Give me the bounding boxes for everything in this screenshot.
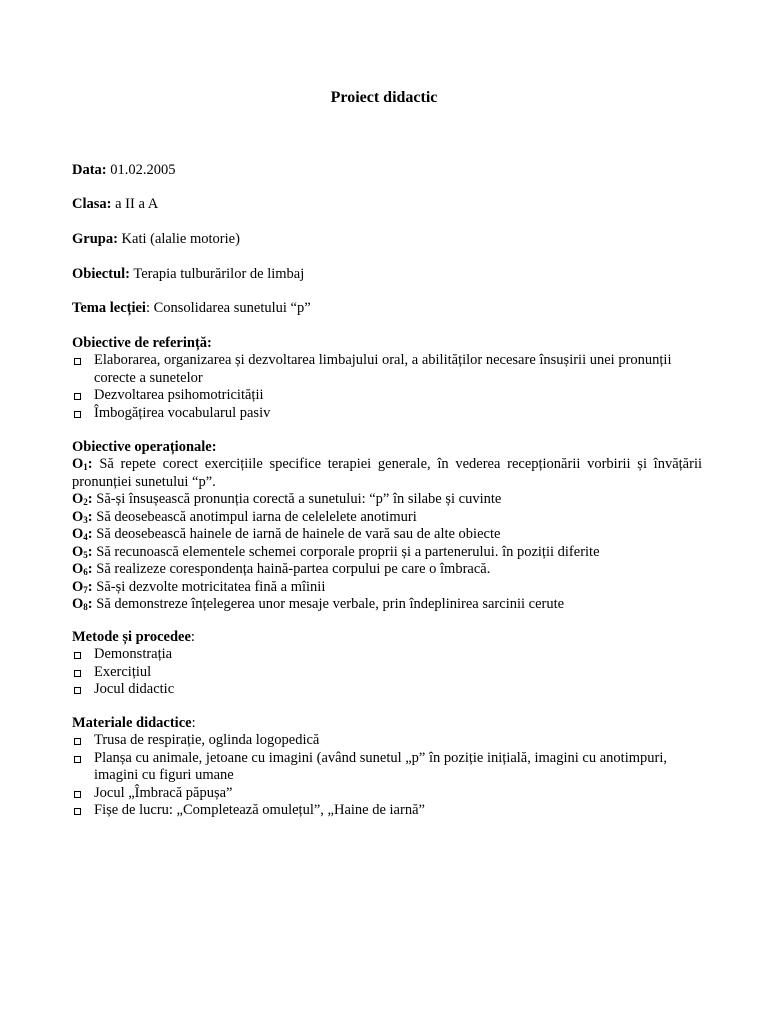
list-item: Planșa cu animale, jetoane cu imagini (având sunetul „p” în poziție inițială, imagini cu anotimpuri, imagini cu figuri umane (72, 750, 712, 785)
field-grupa (72, 231, 240, 249)
materiale-list (72, 732, 712, 820)
list-item: Demonstrația (72, 646, 712, 664)
objective-row-8: $O_8$: Să demonstreze înțelegerea unor mesaje verbale, prin îndeplinirea sarcinii cerute (72, 596, 565, 612)
square-bullet-icon (74, 808, 81, 815)
field-clasa-label: Clasa: (72, 196, 112, 212)
field-tema (72, 300, 311, 318)
field-clasa (72, 196, 158, 214)
list-item: Elaborarea, organizarea și dezvoltarea limbajului oral, a abilităților necesare însușirii unei pronunții corecte a sunetelor (72, 352, 712, 387)
list-item: Dezvoltarea psihomotricității (72, 387, 712, 405)
square-bullet-icon (74, 411, 81, 418)
metode-list (72, 646, 712, 699)
document-title: Proiect didactic (330, 89, 438, 106)
field-obiectul (72, 266, 304, 284)
obiective-referinta-list (72, 352, 712, 422)
square-bullet-icon (74, 393, 81, 400)
square-bullet-icon (74, 652, 81, 659)
list-item: Fișe de lucru: „Completează omulețul”, „Haine de iarnă” (72, 802, 712, 820)
field-clasa-value: a II a A (111, 196, 159, 212)
list-item: Exercițiul (72, 664, 712, 682)
objective-row-1: $O_1$: Să repete corect exercițiile specifice terapiei generale, în vederea recepționării vorbirii și învățării pronunției sunetului “p”. (72, 456, 702, 490)
list-item: Trusa de respirație, oglinda logopedică (72, 732, 712, 750)
square-bullet-icon (74, 687, 81, 694)
objective-row-3: $O_3$: Să deosebească anotimpul iarna de celelelete anotimuri (72, 508, 417, 525)
field-obiectul-value: Terapia tulburărilor de limbaj (130, 266, 305, 282)
list-item: Îmbogățirea vocabularul pasiv (72, 405, 712, 423)
objective-row-6: $O_6$: Să realizeze corespondența haină-partea corpului pe care o îmbracă. (72, 561, 491, 577)
field-obiectul-label: Obiectul: (72, 266, 130, 282)
objective-row-4: $O_4$: Să deosebească hainele de iarnă de hainele de vară sau de alte obiecte (72, 526, 501, 542)
objective-row-7: $O_7$: Să-și dezvolte motricitatea fină a mîinii (72, 578, 326, 595)
square-bullet-icon (74, 738, 81, 745)
square-bullet-icon (74, 358, 81, 365)
materiale-heading: Materiale didactice: (72, 715, 196, 731)
objective-row-5: $O_5$: Să recunoască elementele schemei corporale proprii și a partenerului. în poziții diferite (72, 543, 600, 560)
field-data-label: Data: (72, 162, 107, 178)
field-grupa-label: Grupa: (72, 231, 118, 247)
obiective-operationale-heading: Obiective operaționale: (72, 439, 217, 455)
list-item: Jocul „Îmbracă păpușa” (72, 785, 712, 803)
obiective-operationale-list (72, 456, 702, 614)
metode-heading: Metode și procedee: (72, 629, 195, 645)
square-bullet-icon (74, 756, 81, 763)
square-bullet-icon (74, 670, 81, 677)
field-tema-value: : Consolidarea sunetului “p” (145, 300, 311, 316)
field-data (72, 162, 176, 180)
objective-row-2: $O_2$: Să-și însușească pronunția corectă a sunetului: “p” în silabe și cuvinte (72, 491, 502, 507)
field-data-value: 01.02.2005 (106, 162, 176, 178)
field-tema-label: Tema lecției (72, 300, 146, 316)
obiective-referinta-heading: Obiective de referință: (72, 335, 212, 351)
list-item: Jocul didactic (72, 681, 712, 699)
field-grupa-value: Kati (alalie motorie) (117, 231, 240, 247)
square-bullet-icon (74, 791, 81, 798)
